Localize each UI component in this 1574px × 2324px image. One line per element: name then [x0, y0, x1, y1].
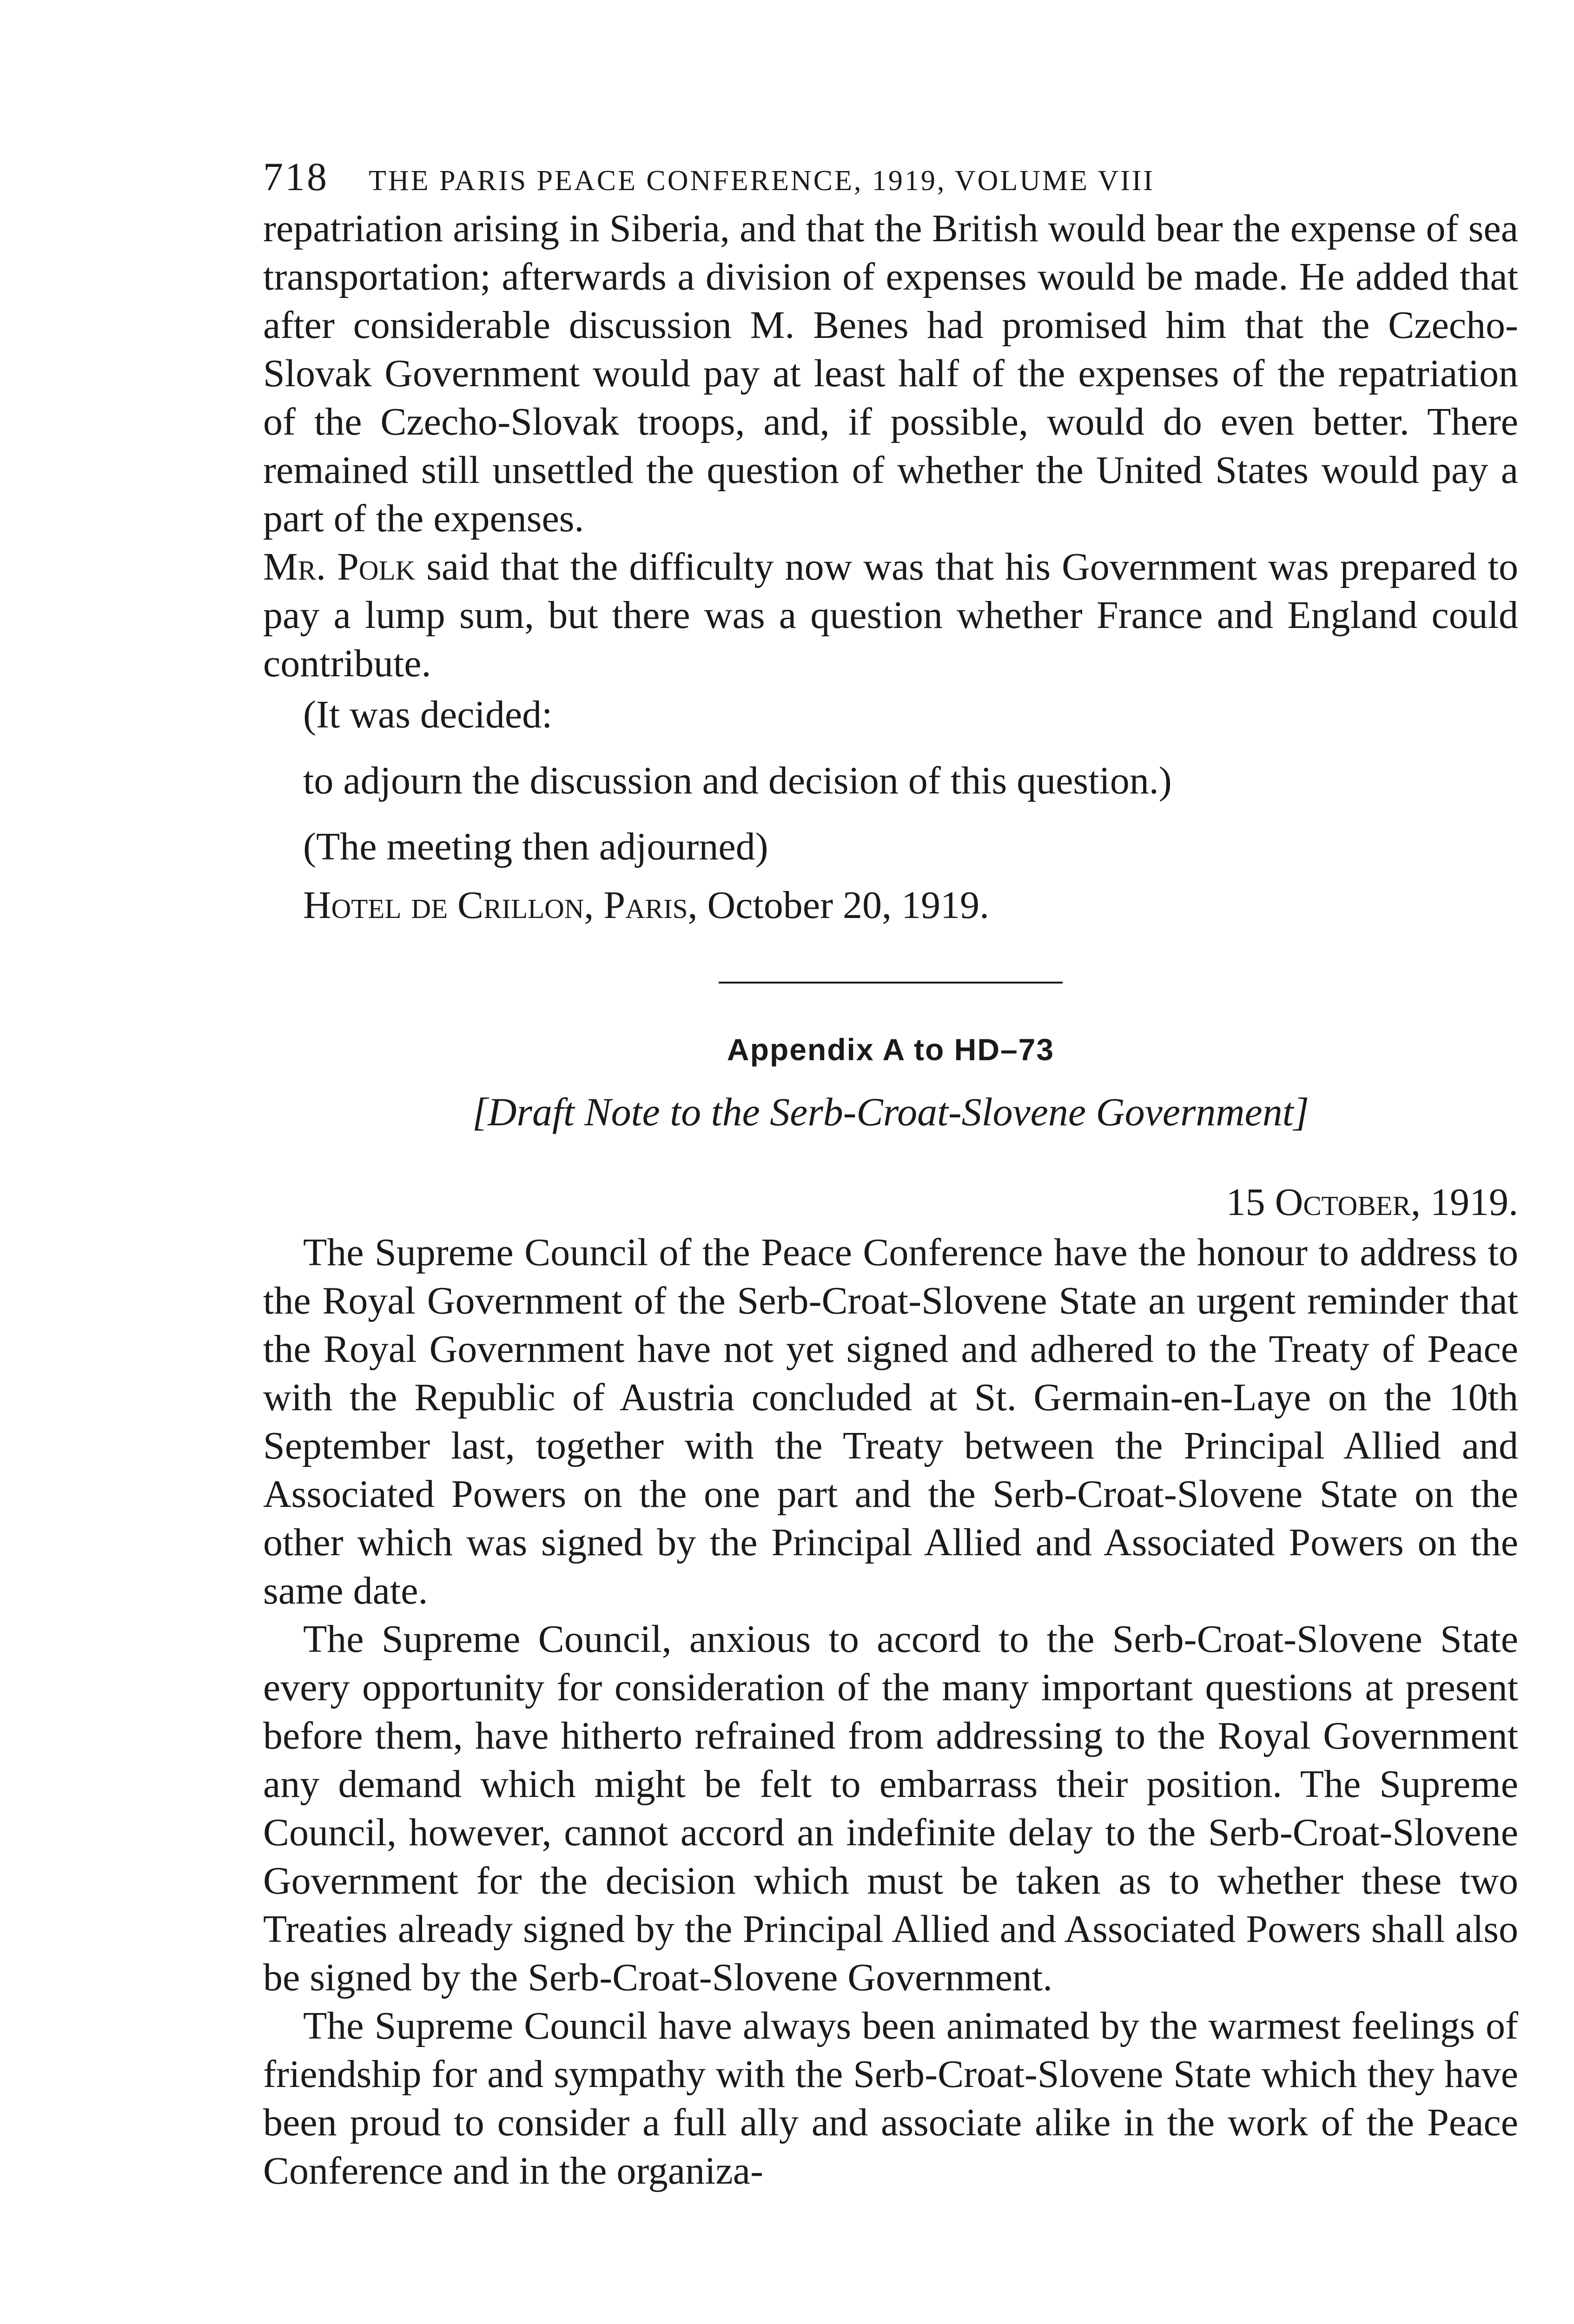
place-date-line	[263, 881, 1518, 930]
adjourned-note: (The meeting then adjourned)	[303, 825, 768, 868]
note-date-month: October	[1275, 1181, 1411, 1224]
decision-intro: (It was decided:	[303, 693, 553, 736]
place: Hotel de Crillon, Paris,	[303, 884, 698, 927]
decision-text: to adjourn the discussion and decision of this question.)	[303, 759, 1172, 802]
polk-paragraph	[263, 543, 1518, 688]
note-date-year: , 1919.	[1411, 1181, 1518, 1224]
note-date-day: 15	[1226, 1181, 1275, 1224]
note-paragraph-3: The Supreme Council have always been animated by the warmest feelings of friendship for and sympathy with the Serb-Croat-Slovene State which they have been proud to consider a full ally and associate alike in the work of the Peace Conference and in the organiza-	[263, 2004, 1518, 2192]
polk-statement: said that the difficulty now was that his Government was prepared to pay a lump sum, but there was a question whether France and England could contribute.	[263, 545, 1518, 685]
section-divider	[719, 982, 1063, 984]
page-number: 718	[263, 154, 329, 199]
draft-note-title-text: [Draft Note to the Serb-Croat-Slovene Government]	[472, 1089, 1309, 1134]
appendix-heading: Appendix A to HD–73	[727, 1032, 1055, 1067]
continuation-paragraph: repatriation arising in Siberia, and that the British would bear the expense of sea transportation; afterwards a division of expenses would be made. He added that after considerable discussion M. Benes had promised him that the Czecho-Slovak Government would pay at least half of the expenses of the repatriation of the Czecho-Slovak troops, and, if possible, would do even better. There remained still unsettled the question of whether the United States would pay a part of the expenses.	[263, 207, 1518, 540]
draft-note-title	[263, 1089, 1518, 1135]
note-paragraph-2: The Supreme Council, anxious to accord to the Serb-Croat-Slovene State every opportunity for consideration of the many important questions at present before them, have hitherto refrained from addressing to the Royal Government any demand which might be felt to embarrass their position. The Supreme Council, however, cannot accord an indefinite delay to the Serb-Croat-Slovene Government for the decision which must be taken as to whether these two Treaties already signed by the Principal Allied and Associated Powers shall also be signed by the Serb-Croat-Slovene Government.	[263, 1618, 1518, 1999]
note-date	[263, 1180, 1518, 1225]
running-header	[263, 153, 1518, 200]
meeting-date: October 20, 1919.	[697, 884, 990, 927]
speaker-name: Mr. Polk	[263, 545, 416, 588]
note-paragraph-1: The Supreme Council of the Peace Conference have the honour to address to the Royal Government of the Serb-Croat-Slovene State an urgent reminder that the Royal Government have not yet signed and adhered to the Treaty of Peace with the Republic of Austria concluded at St. Germain-en-Laye on the 10th September last, together with the Treaty between the Principal Allied and Associated Powers on the one part and the Serb-Croat-Slovene State on the other which was signed by the Principal Allied and Associated Powers on the same date.	[263, 1231, 1518, 1612]
running-title: THE PARIS PEACE CONFERENCE, 1919, VOLUME VIII	[369, 165, 1155, 197]
document-page	[263, 153, 1518, 2195]
